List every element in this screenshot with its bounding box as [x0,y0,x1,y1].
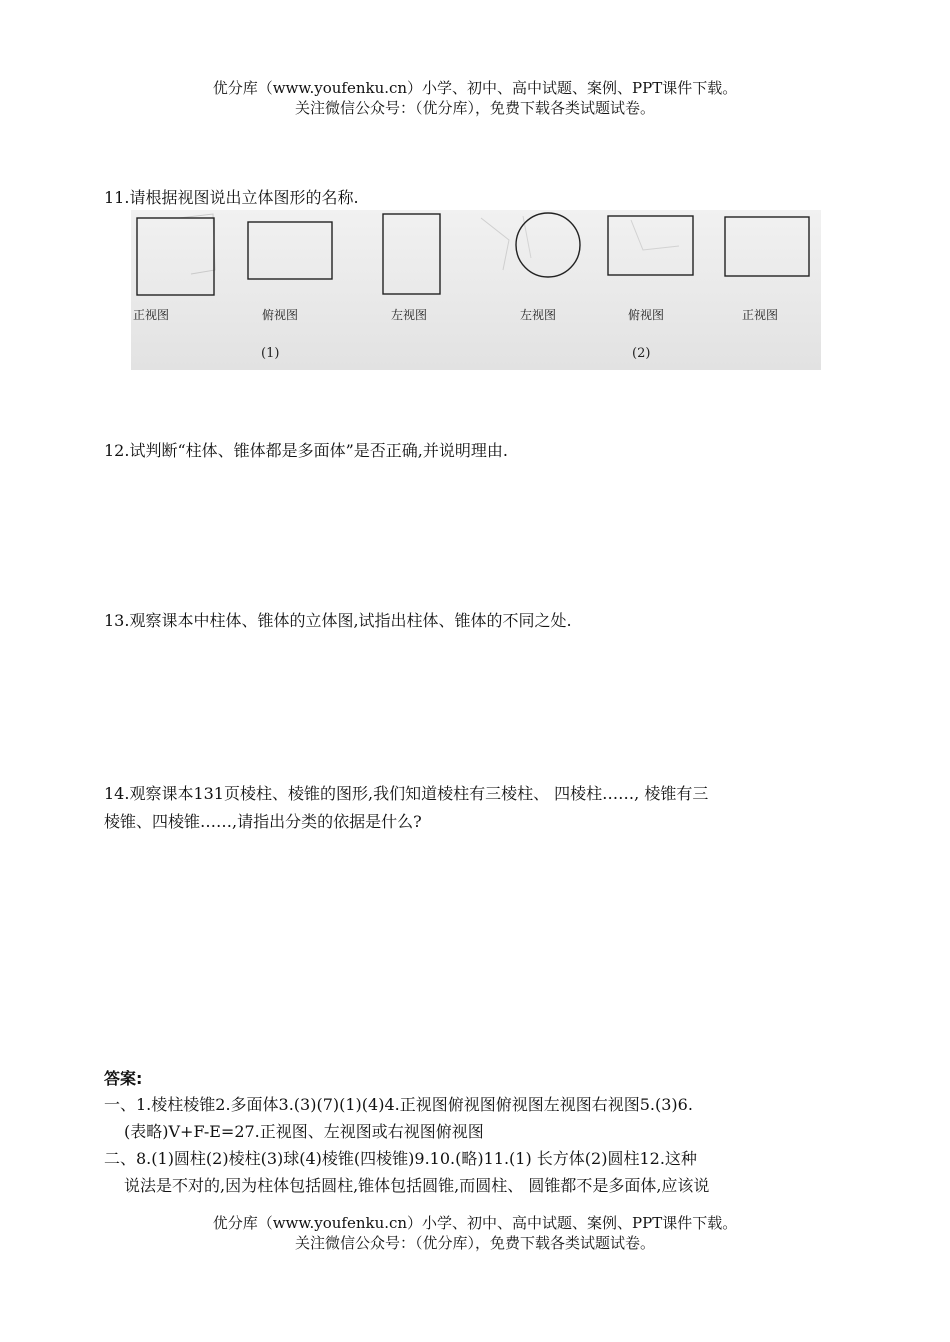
footer-line-1: 优分库（www.youfenku.cn）小学、初中、高中试题、案例、PPT课件下载。 [212,1214,738,1232]
answer-part1-line1: 一、1.棱柱棱锥2.多面体3.(3)(7)(1)(4)4.正视图俯视图俯视图左视图右视图5.(3)6. [104,1095,693,1114]
footer-line-2: 关注微信公众号：（优分库），免费下载各类试题试卷。 [294,1234,655,1252]
views-drawing [131,210,821,370]
answer-part2-line2: 说法是不对的,因为柱体包括圆柱,锥体包括圆锥,而圆柱、 圆锥都不是多面体,应该说 [124,1176,710,1195]
caption-left-2: 左视图 [520,308,557,322]
left-view-circle-2 [516,213,580,277]
header-line-1: 优分库（www.youfenku.cn）小学、初中、高中试题、案例、PPT课件下载。 [212,79,738,97]
top-view-rect-1 [248,222,332,279]
question-14-line-2: 棱锥、四棱锥……,请指出分类的依据是什么? [104,812,422,831]
page-header [0,78,950,118]
caption-left-1: 左视图 [391,308,428,322]
group-label-1: (1) [261,346,280,361]
question-11: 11.请根据视图说出立体图形的名称. [104,188,359,207]
answer-part1-line2: (表略)V+F-E=27.正视图、左视图或右视图俯视图 [124,1122,484,1141]
question-14-line-1: 14.观察课本131页棱柱、棱锥的图形,我们知道棱柱有三棱柱、 四棱柱……, 棱锥有三 [104,784,709,803]
caption-top-2: 俯视图 [628,308,665,322]
question-14 [104,780,854,836]
top-view-rect-2 [608,216,693,275]
question-13: 13.观察课本中柱体、锥体的立体图,试指出柱体、锥体的不同之处. [104,611,572,630]
answers-title: 答案: [104,1069,143,1088]
front-view-rect-2 [725,217,809,276]
answers-body [104,1091,854,1199]
caption-top-1: 俯视图 [262,308,299,322]
front-view-square-1 [137,218,214,295]
left-view-rect-1 [383,214,440,294]
page-footer [0,1213,950,1253]
answer-part2-line1: 二、8.(1)圆柱(2)棱柱(3)球(4)棱锥(四棱锥)9.10.(略)11.(1) 长方体(2)圆柱12.这种 [104,1149,697,1168]
caption-front-1: 正视图 [133,308,170,322]
three-view-figure [131,210,821,370]
group-label-2: (2) [632,346,651,361]
question-12: 12.试判断“柱体、锥体都是多面体”是否正确,并说明理由. [104,441,508,460]
caption-front-2: 正视图 [742,308,779,322]
header-line-2: 关注微信公众号：（优分库），免费下载各类试题试卷。 [294,99,655,117]
